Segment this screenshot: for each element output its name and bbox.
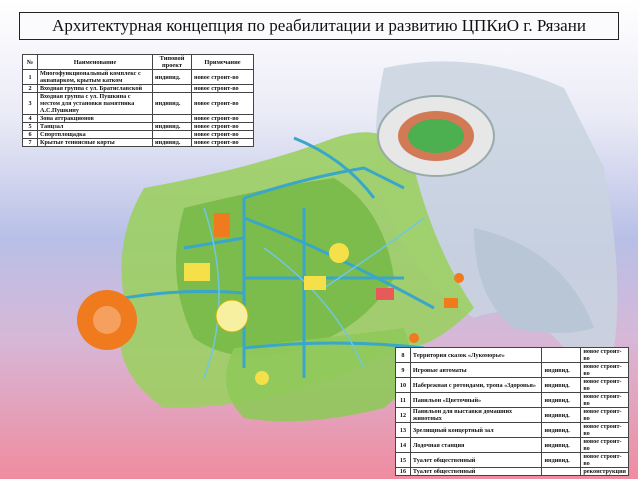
sports-ground xyxy=(304,276,326,290)
table-row: 14 Лодочная станция индивид. новое строит-во xyxy=(396,438,629,453)
table-row: 13 Зрелищный концертный зал индивид. новое строит-во xyxy=(396,423,629,438)
table-row: 16 Туалет общественный реконструкция xyxy=(396,468,629,476)
col-header-project: Типовой проект xyxy=(153,55,192,70)
col-header-name: Наименование xyxy=(38,55,153,70)
col-header-num: № xyxy=(23,55,38,70)
table-row: 6 Спортплощадка новое строит-во xyxy=(23,131,254,139)
boat-station xyxy=(444,298,458,308)
table-row: 5 Танцзал индивид. новое строит-во xyxy=(23,123,254,131)
aquapark-inner xyxy=(93,306,121,334)
stadium-field xyxy=(408,119,464,153)
table-row: 4 Зона аттракционов новое строит-во xyxy=(23,115,254,123)
table-row: 15 Туалет общественный индивид. новое строит-во xyxy=(396,453,629,468)
table-row: 2 Входная группа с ул. Братиславской новое строит-во xyxy=(23,85,254,93)
tennis-courts xyxy=(214,213,230,237)
dance-hall xyxy=(184,263,210,281)
table-row: 11 Павильон «Цветочный» индивид. новое строит-во xyxy=(396,393,629,408)
table-row: 1 Многофункциональный комплекс с аквапарком, крытым катком индивид. новое строит-во xyxy=(23,70,254,85)
attraction-zone xyxy=(216,300,248,332)
table-row: 7 Крытые теннисные корты индивид. новое строит-во xyxy=(23,139,254,147)
legend-table-top xyxy=(22,54,254,147)
table-row: 9 Игровые автоматы индивид. новое строит-во xyxy=(396,363,629,378)
legend-table-bottom xyxy=(395,347,629,476)
col-header-note: Примечание xyxy=(192,55,254,70)
table-row: 8 Территория сказок «Лукоморье» новое строит-во xyxy=(396,348,629,363)
table-row: 12 Павильон для выставки домашних животных индивид. новое строит-во xyxy=(396,408,629,423)
rotunda xyxy=(409,333,419,343)
table-row: 10 Набережная с ротондами, тропа «Здоровья» индивид. новое строит-во xyxy=(396,378,629,393)
concert-hall xyxy=(329,243,349,263)
rotunda xyxy=(454,273,464,283)
entrance-group xyxy=(255,371,269,385)
table-row: 3 Входная группа с ул. Пушкина с местом для установки памятника А.С.Пушкину индивид. новое строит-во xyxy=(23,93,254,115)
pavilion-flower xyxy=(376,288,394,300)
slide-title: Архитектурная концепция по реабилитации и развитию ЦПКиО г. Рязани xyxy=(19,12,619,40)
